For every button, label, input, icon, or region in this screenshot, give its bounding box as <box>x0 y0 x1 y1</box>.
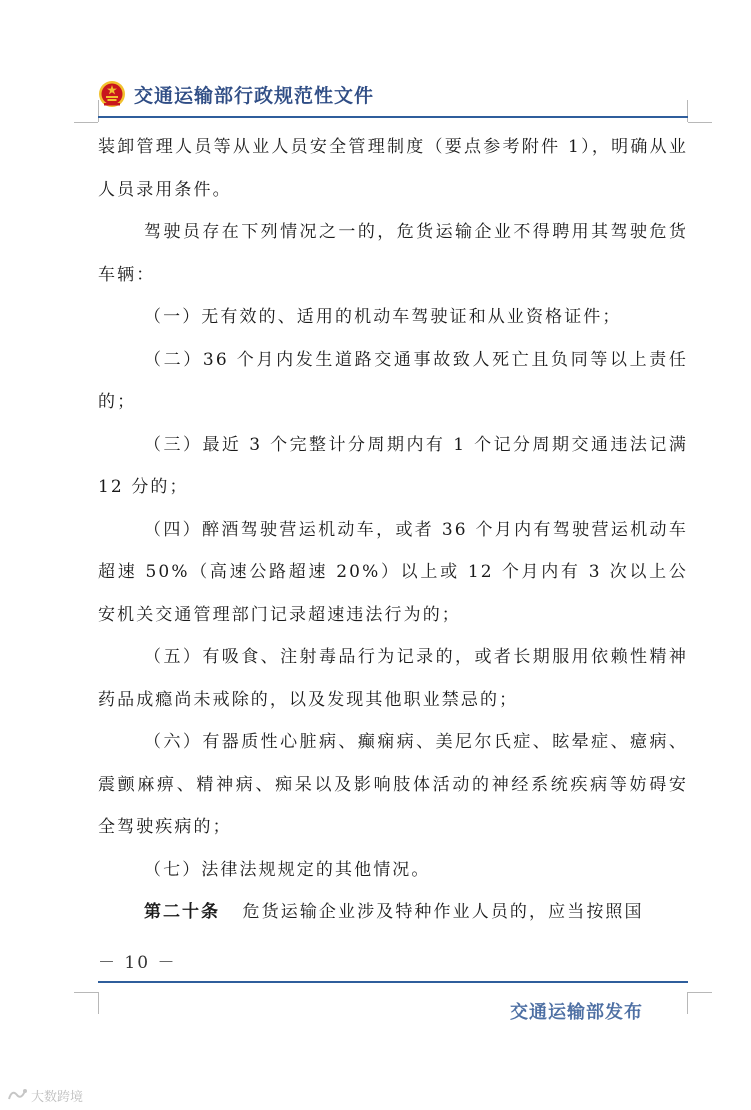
list-item-4: （四）醉酒驾驶营运机动车，或者 36 个月内有驾驶营运机动车超速 50%（高速公路超速 20%）以上或 12 个月内有 3 次以上公安机关交通管理部门记录超速违法行为的； <box>98 519 688 625</box>
list-item-1: （一）无有效的、适用的机动车驾驶证和从业资格证件； <box>144 307 622 327</box>
header-rule <box>98 116 688 118</box>
article-text: 危货运输企业涉及特种作业人员的，应当按照国 <box>242 902 644 922</box>
paragraph-driver-conditions: 驾驶员存在下列情况之一的，危货运输企业不得聘用其驾驶危货车辆： <box>98 222 688 285</box>
crop-mark-bottom-right-v <box>687 992 688 1014</box>
list-item-5: （五）有吸食、注射毒品行为记录的，或者长期服用依赖性精神药品成瘾尚未戒除的，以及发现其他职业禁忌的； <box>98 647 688 710</box>
watermark <box>6 1086 83 1105</box>
crop-mark-top-left <box>74 122 98 123</box>
watermark-logo-icon <box>6 1087 28 1105</box>
list-item-6: （六）有器质性心脏病、癫痫病、美尼尔氏症、眩晕症、癔病、震颤麻痹、精神病、痴呆以及影响肢体活动的神经系统疾病等妨碍安全驾驶疾病的； <box>98 732 688 837</box>
article-spacer <box>220 902 243 922</box>
paragraph-continued: 装卸管理人员等从业人员安全管理制度（要点参考附件 1），明确从业人员录用条件。 <box>98 137 688 200</box>
crop-mark-bottom-left-v <box>98 992 99 1014</box>
document-body <box>98 126 688 934</box>
list-item-7: （七）法律法规规定的其他情况。 <box>144 859 431 880</box>
crop-mark-bottom-right <box>688 992 712 993</box>
crop-mark-top-right <box>688 122 712 123</box>
header-title: 交通运输部行政规范性文件 <box>134 84 375 107</box>
crop-mark-top-right-v <box>687 100 688 122</box>
footer-rule <box>98 981 688 983</box>
crop-mark-bottom-left <box>74 992 98 993</box>
list-item-3: （三）最近 3 个完整计分周期内有 1 个记分周期交通违法记满 12 分的； <box>98 434 688 497</box>
page-number: － 10 － <box>98 953 177 973</box>
publisher-label: 交通运输部发布 <box>510 1002 643 1023</box>
list-item-2: （二）36 个月内发生道路交通事故致人死亡且负同等以上责任的； <box>98 349 688 412</box>
article-20-paragraph <box>98 891 688 934</box>
national-emblem-icon <box>98 80 126 108</box>
article-label: 第二十条 <box>144 902 220 922</box>
watermark-text: 大数跨境 <box>31 1090 84 1105</box>
document-header <box>98 78 374 110</box>
